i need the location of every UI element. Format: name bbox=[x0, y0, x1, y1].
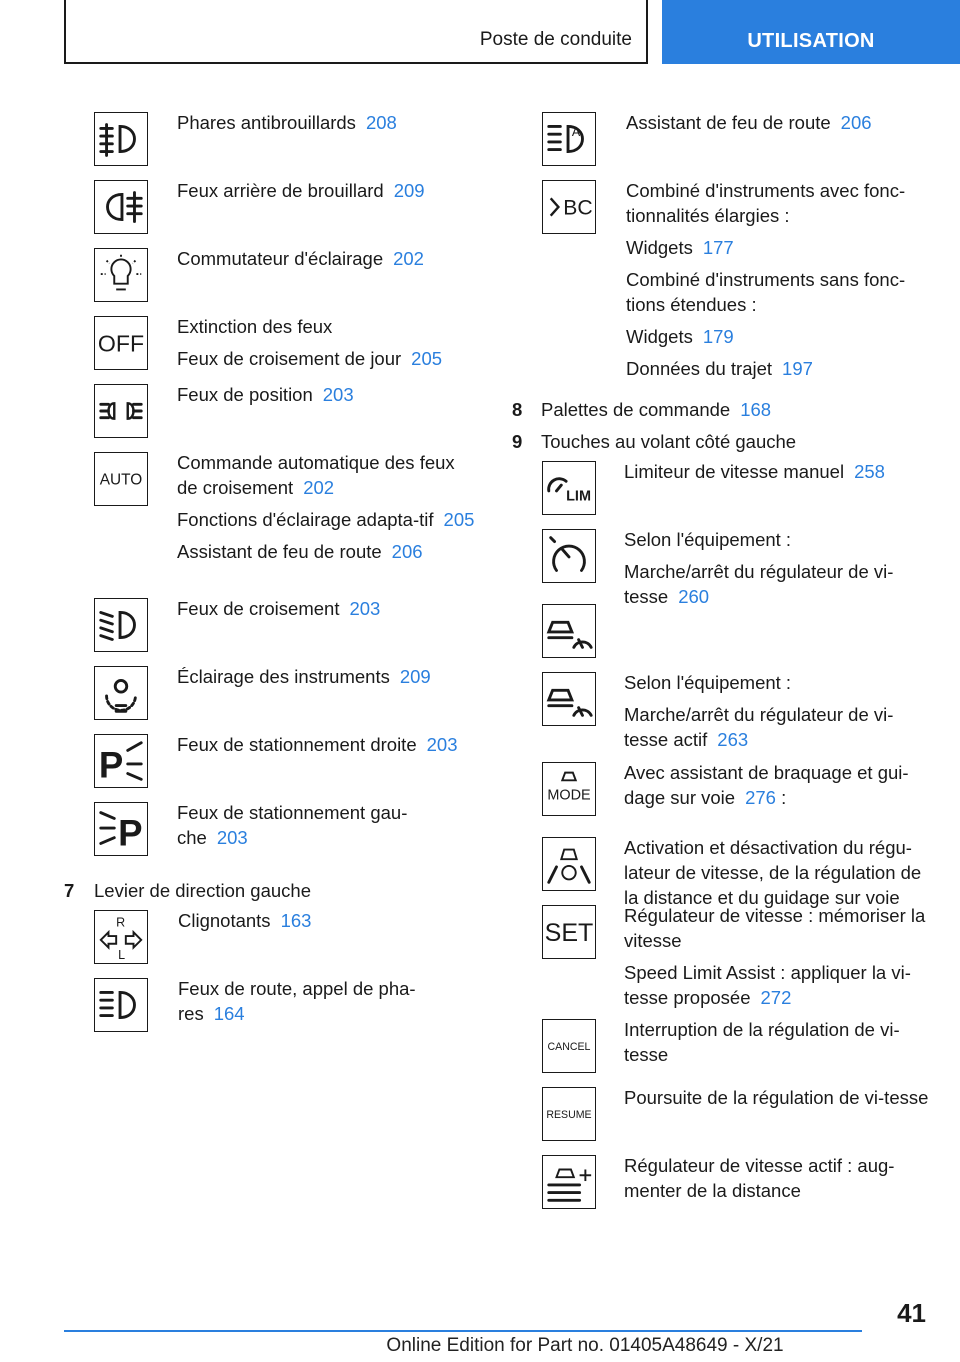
item-line bbox=[177, 178, 477, 203]
item-line bbox=[626, 178, 926, 228]
high-beam-assist-icon bbox=[542, 112, 596, 166]
icon-label: BC bbox=[563, 196, 593, 220]
item-label: Touches au volant côté gauche bbox=[541, 431, 797, 452]
distance-plus-icon bbox=[542, 1155, 596, 1209]
item-label: Palettes de commande bbox=[541, 399, 731, 420]
item-label: Régulateur de vitesse : mémoriser la vitesse bbox=[624, 905, 926, 951]
item-line bbox=[624, 1153, 934, 1203]
mode-icon bbox=[542, 762, 596, 816]
item-label: Phares antibrouillards bbox=[177, 112, 356, 133]
item-line bbox=[177, 539, 477, 564]
item-line bbox=[177, 732, 477, 757]
parking-left-icon bbox=[94, 802, 148, 856]
item-label: Feux de stationnement droite bbox=[177, 734, 417, 755]
item-label: Feux de croisement bbox=[177, 598, 340, 619]
lane-assist-icon bbox=[542, 837, 596, 891]
item-text bbox=[177, 450, 477, 571]
icon-label: RESUME bbox=[546, 1108, 592, 1121]
item-label: Combiné d'instruments avec fonc-tionnalités élargies : bbox=[626, 180, 906, 226]
item-label: Marche/arrêt du régulateur de vi-tesse actif bbox=[624, 704, 894, 750]
item-label: Poursuite de la régulation de vi-tesse bbox=[624, 1087, 929, 1108]
item-label: Assistant de feu de route bbox=[626, 112, 831, 133]
page-link[interactable]: 177 bbox=[702, 237, 734, 258]
page-link[interactable]: 163 bbox=[280, 910, 312, 931]
svg-text:L: L bbox=[118, 948, 126, 963]
item-label: Marche/arrêt du régulateur de vi-tesse bbox=[624, 561, 894, 607]
page-link[interactable]: 258 bbox=[854, 461, 885, 482]
item-text bbox=[178, 908, 478, 940]
item-number: 9 bbox=[512, 431, 523, 452]
item-line bbox=[626, 356, 926, 381]
item-line bbox=[624, 670, 934, 695]
page-link[interactable]: 197 bbox=[782, 358, 813, 379]
icon-label: SET bbox=[544, 919, 594, 948]
speed-limiter-icon bbox=[542, 461, 596, 515]
item-text bbox=[624, 459, 934, 491]
page-link[interactable]: 276 bbox=[745, 787, 776, 808]
item-text bbox=[177, 664, 477, 696]
page-link[interactable]: 179 bbox=[702, 326, 734, 347]
item-label: Fonctions d'éclairage adapta-tif bbox=[177, 509, 434, 530]
item-text bbox=[624, 1017, 934, 1074]
item-label: Commutateur d'éclairage bbox=[177, 248, 384, 269]
item-label: Extinction des feux bbox=[177, 316, 333, 337]
item-line bbox=[624, 559, 934, 609]
page-link[interactable]: 203 bbox=[426, 734, 458, 755]
page-link[interactable]: 260 bbox=[678, 586, 710, 607]
item-label: Assistant de feu de route bbox=[177, 541, 382, 562]
page-number: 41 bbox=[897, 1298, 926, 1328]
page-link[interactable]: 205 bbox=[411, 348, 443, 369]
svg-text:P: P bbox=[98, 744, 124, 786]
svg-text:P: P bbox=[118, 812, 143, 854]
item-line bbox=[626, 235, 926, 260]
footer-rule bbox=[64, 1330, 862, 1332]
page-link[interactable]: 209 bbox=[393, 180, 425, 201]
page-link[interactable]: 209 bbox=[399, 666, 431, 687]
item-line bbox=[624, 459, 934, 484]
item-label: Éclairage des instruments bbox=[177, 666, 390, 687]
icon-label: MODE bbox=[547, 787, 591, 804]
item-line bbox=[626, 324, 926, 349]
item-label: Données du trajet bbox=[626, 358, 773, 379]
item-text bbox=[624, 760, 934, 817]
item-line bbox=[177, 596, 477, 621]
page-link[interactable]: 203 bbox=[216, 827, 248, 848]
item-label: Levier de direction gauche bbox=[94, 880, 312, 901]
item-number: 8 bbox=[512, 399, 523, 420]
item-text bbox=[624, 1085, 934, 1117]
item-heading bbox=[541, 397, 771, 422]
item-label: Activation et désactivation du régu-lateur de vitesse, de la régulation de la distance et du guidage sur voie bbox=[624, 837, 922, 908]
item-label: Avec assistant de braquage et gui-dage sur voie bbox=[624, 762, 909, 808]
page-link[interactable]: 203 bbox=[322, 384, 354, 405]
item-line bbox=[177, 314, 477, 339]
page-link[interactable]: 202 bbox=[393, 248, 424, 269]
item-line bbox=[626, 267, 926, 317]
item-label: Interruption de la régulation de vi-tesse bbox=[624, 1019, 900, 1065]
item-text bbox=[626, 110, 926, 142]
item-line bbox=[178, 908, 478, 933]
item-label: Feux de route, appel de pha-res bbox=[178, 978, 416, 1024]
turn-signal-icon bbox=[94, 910, 148, 964]
item-label: Limiteur de vitesse manuel bbox=[624, 461, 845, 482]
item-text bbox=[177, 596, 477, 628]
item-line bbox=[177, 382, 477, 407]
item-line bbox=[624, 960, 934, 1010]
page-link[interactable]: 202 bbox=[303, 477, 335, 498]
resume-icon bbox=[542, 1087, 596, 1141]
page-link[interactable]: 168 bbox=[740, 399, 772, 420]
page-link[interactable]: 272 bbox=[760, 987, 792, 1008]
item-label: Clignotants bbox=[178, 910, 271, 931]
page-link[interactable]: 208 bbox=[365, 112, 397, 133]
icon-label: CANCEL bbox=[547, 1040, 591, 1053]
item-text bbox=[177, 314, 477, 378]
icon-label: OFF bbox=[97, 330, 145, 357]
item-text bbox=[177, 246, 477, 278]
item-line bbox=[177, 450, 477, 500]
item-label: Speed Limit Assist : appliquer la vi-tesse proposée bbox=[624, 962, 911, 1008]
active-cruise-icon bbox=[542, 604, 596, 658]
page-link[interactable]: 206 bbox=[391, 541, 423, 562]
set-icon bbox=[542, 905, 596, 959]
item-text bbox=[177, 382, 477, 414]
instrument-lighting-icon bbox=[94, 666, 148, 720]
low-beam-icon bbox=[94, 598, 148, 652]
icon-label: AUTO bbox=[99, 471, 143, 489]
item-line bbox=[177, 800, 477, 850]
icon-label: LIM bbox=[566, 488, 591, 505]
item-line bbox=[624, 835, 934, 910]
item-label: Feux arrière de brouillard bbox=[177, 180, 384, 201]
item-text bbox=[624, 527, 934, 616]
item-text bbox=[624, 1153, 934, 1210]
item-label: Régulateur de vitesse actif : aug-menter de la distance bbox=[624, 1155, 895, 1201]
svg-text:A: A bbox=[571, 125, 581, 140]
auto-icon bbox=[94, 452, 148, 506]
active-cruise-icon-2 bbox=[542, 672, 596, 726]
item-label: Feux de croisement de jour bbox=[177, 348, 402, 369]
off-icon bbox=[94, 316, 148, 370]
position-lights-icon bbox=[94, 384, 148, 438]
item-line bbox=[626, 110, 926, 135]
item-line bbox=[624, 702, 934, 752]
light-switch-icon bbox=[94, 248, 148, 302]
item-line bbox=[177, 110, 477, 135]
item-line bbox=[624, 527, 934, 552]
section-title: Poste de conduite bbox=[479, 29, 632, 50]
cruise-control-icon bbox=[542, 529, 596, 583]
fog-light-front-icon bbox=[94, 112, 148, 166]
page-link[interactable]: 205 bbox=[443, 509, 475, 530]
item-line bbox=[624, 903, 934, 953]
high-beam-icon bbox=[94, 978, 148, 1032]
item-line bbox=[177, 346, 477, 371]
item-text bbox=[178, 976, 478, 1033]
item-label: Widgets bbox=[626, 326, 693, 347]
item-line bbox=[624, 1017, 934, 1067]
item-label: Feux de position bbox=[177, 384, 313, 405]
item-line bbox=[624, 760, 934, 810]
edition-text: Online Edition for Part no. 01405A48649 - X/21 bbox=[386, 1335, 784, 1356]
item-heading bbox=[541, 429, 796, 454]
item-suffix: : bbox=[775, 787, 787, 808]
item-label: Combiné d'instruments sans fonc-tions étendues : bbox=[626, 269, 906, 315]
item-label: Widgets bbox=[626, 237, 693, 258]
item-text bbox=[624, 903, 934, 1017]
page-link[interactable]: 263 bbox=[717, 729, 749, 750]
item-line bbox=[177, 664, 477, 689]
bc-icon bbox=[542, 180, 596, 234]
item-text bbox=[177, 178, 477, 210]
item-text bbox=[626, 178, 926, 388]
header-box bbox=[64, 0, 648, 64]
cancel-icon bbox=[542, 1019, 596, 1073]
item-label: Selon l'équipement : bbox=[624, 529, 792, 550]
item-number: 7 bbox=[64, 880, 75, 901]
item-line bbox=[177, 246, 477, 271]
item-line bbox=[177, 507, 477, 532]
item-heading bbox=[94, 878, 311, 903]
fog-light-rear-icon bbox=[94, 180, 148, 234]
item-line bbox=[178, 976, 478, 1026]
item-label: Feux de stationnement gau-che bbox=[177, 802, 408, 848]
item-text bbox=[177, 800, 477, 857]
item-label: Selon l'équipement : bbox=[624, 672, 792, 693]
chapter-tab: UTILISATION bbox=[662, 0, 960, 64]
page-link[interactable]: 164 bbox=[213, 1003, 245, 1024]
svg-text:R: R bbox=[116, 915, 126, 930]
item-label: Commande automatique des feux de croisement bbox=[177, 452, 455, 498]
page-link[interactable]: 206 bbox=[840, 112, 872, 133]
item-text bbox=[177, 110, 477, 142]
page-link[interactable]: 203 bbox=[349, 598, 381, 619]
parking-right-icon bbox=[94, 734, 148, 788]
item-text bbox=[624, 670, 934, 759]
item-text bbox=[177, 732, 477, 764]
item-line bbox=[624, 1085, 934, 1110]
